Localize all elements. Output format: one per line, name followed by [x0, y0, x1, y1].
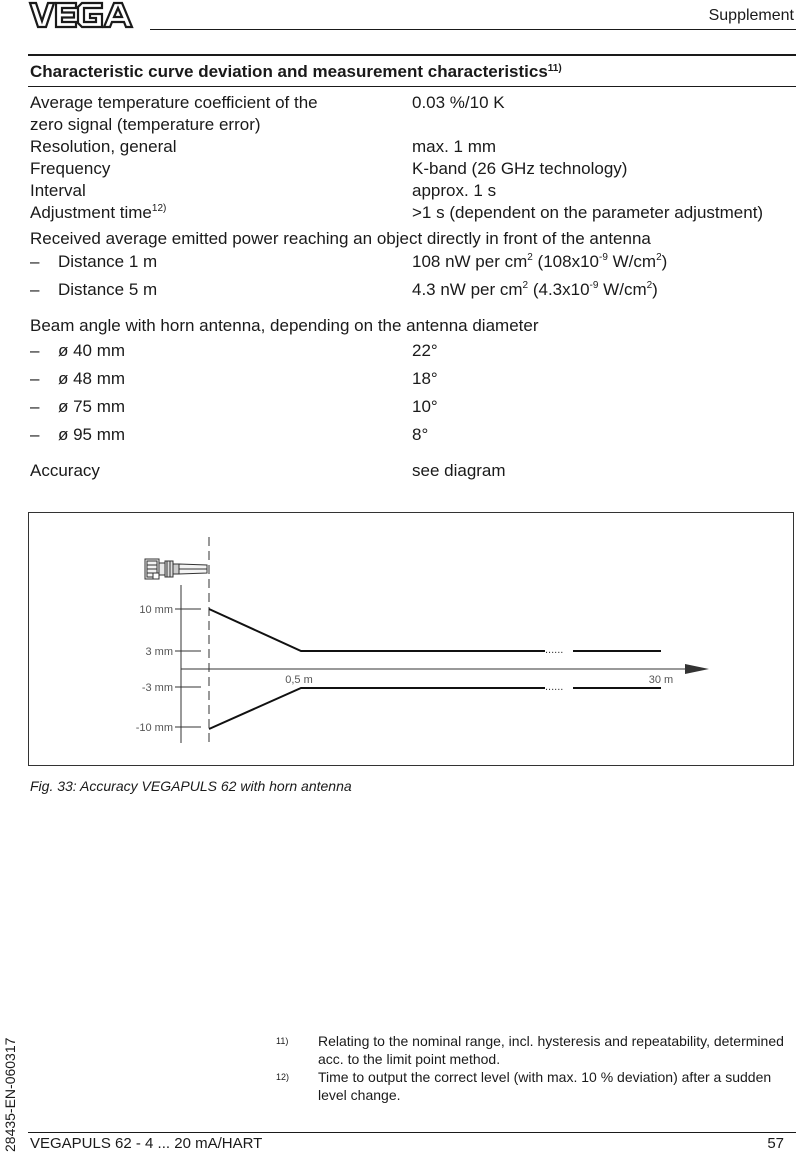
- beam-heading-row: [30, 315, 796, 337]
- spec-value: approx. 1 s: [412, 181, 497, 200]
- spec-label-text: Adjustment time: [30, 203, 152, 222]
- y-label: 10 mm: [139, 604, 173, 616]
- spec-label: Interval: [30, 181, 86, 200]
- beam-item-label: ø 40 mm: [58, 341, 126, 360]
- value-part: W/cm: [607, 252, 657, 271]
- list-dash: –: [30, 397, 40, 416]
- x-axis-arrow-icon: [685, 664, 709, 674]
- section-title-text: Characteristic curve deviation and measurement characteristics: [30, 62, 548, 81]
- value-sup: -9: [599, 252, 608, 263]
- footer-product: VEGAPULS 62 - 4 ... 20 mA/HART: [30, 1135, 263, 1152]
- vega-logo: [28, 0, 134, 30]
- value-part: ): [652, 280, 658, 299]
- y-label: -10 mm: [135, 722, 173, 734]
- value-part: ): [661, 252, 668, 271]
- power-heading: Received average emitted power reaching an object directly in front of the antenna: [30, 229, 651, 248]
- value-part: (108x10: [532, 252, 599, 271]
- upper-deviation-curve: [209, 609, 545, 651]
- power-item-value: [412, 251, 667, 273]
- list-dash: –: [30, 341, 40, 360]
- list-dash: –: [30, 280, 40, 299]
- spec-label: zero signal (temperature error): [30, 115, 261, 134]
- value-sup: -9: [589, 280, 599, 291]
- spec-label: Average temperature coefficient of the: [30, 93, 318, 112]
- figure-caption: Fig. 33: Accuracy VEGAPULS 62 with horn antenna: [30, 778, 352, 794]
- y-label: -3 mm: [141, 682, 173, 694]
- x-label: 30 m: [648, 674, 674, 686]
- beam-item-label: ø 48 mm: [58, 369, 126, 388]
- power-item-label: Distance 5 m: [58, 280, 158, 299]
- spec-label: Resolution, general: [30, 137, 177, 156]
- value-sup: 2: [522, 280, 529, 291]
- beam-item-value: 10°: [412, 397, 438, 416]
- beam-item-value: 8°: [412, 425, 429, 444]
- beam-item-label: ø 75 mm: [58, 397, 126, 416]
- footnote-mark: 11): [276, 1036, 289, 1046]
- spec-value: >1 s (dependent on the parameter adjustment): [412, 203, 764, 222]
- value-part: (4.3x10: [528, 280, 590, 299]
- page-number: 57: [767, 1135, 784, 1152]
- section-title-footnote-ref: 11): [547, 63, 562, 74]
- accuracy-diagram-svg: [29, 513, 793, 765]
- list-dash: –: [30, 252, 40, 271]
- power-item-value: [412, 279, 658, 301]
- spec-label: [30, 202, 166, 224]
- footnote-text: Relating to the nominal range, incl. hysteresis and repeatability, determined acc. to the limit point method.: [318, 1033, 784, 1067]
- accuracy-diagram: [28, 512, 794, 766]
- footnote-mark: 12): [276, 1072, 290, 1082]
- accuracy-value: see diagram: [412, 461, 506, 480]
- footnote: [276, 1068, 796, 1104]
- beam-item-value: 18°: [412, 369, 438, 388]
- spec-value: K-band (26 GHz technology): [412, 159, 628, 178]
- section-rule-top: [28, 54, 796, 56]
- lower-deviation-curve: [209, 688, 545, 729]
- spec-label: Frequency: [30, 159, 111, 178]
- section-rule-bottom: [28, 86, 796, 87]
- list-dash: –: [30, 369, 40, 388]
- value-part: 4.3 nW per cm: [412, 280, 523, 299]
- power-item-label: Distance 1 m: [58, 252, 158, 271]
- spec-value: 0.03 %/10 K: [412, 93, 505, 112]
- value-sup: 2: [646, 280, 653, 291]
- document-code: 28435-EN-060317: [2, 1037, 18, 1152]
- header-section-label: Supplement: [708, 7, 794, 24]
- header-rule: [150, 29, 796, 30]
- section-title: [30, 62, 562, 82]
- footnote-text: Time to output the correct level (with max. 10 % deviation) after a sudden level change.: [318, 1069, 772, 1103]
- list-dash: –: [30, 425, 40, 444]
- value-part: 108 nW per cm: [412, 252, 528, 271]
- beam-item-label: ø 95 mm: [58, 425, 126, 444]
- value-part: W/cm: [598, 280, 647, 299]
- footnote-ref: 12): [151, 203, 167, 214]
- x-label: 0,5 m: [285, 674, 313, 686]
- spec-value: max. 1 mm: [412, 137, 497, 156]
- value-sup: 2: [527, 252, 533, 263]
- footnotes: [276, 1032, 796, 1104]
- sensor-icon: [145, 559, 207, 579]
- y-label: 3 mm: [145, 646, 173, 658]
- power-heading-row: [30, 228, 796, 250]
- footnote: [276, 1032, 796, 1068]
- beam-item-value: 22°: [412, 341, 438, 360]
- lower-curve-dots: ......: [545, 681, 564, 693]
- upper-curve-dots: ......: [545, 644, 564, 656]
- accuracy-label: Accuracy: [30, 461, 100, 480]
- beam-heading: Beam angle with horn antenna, depending on the antenna diameter: [30, 316, 539, 335]
- footer-rule: [28, 1132, 796, 1133]
- value-sup: 2: [656, 252, 662, 263]
